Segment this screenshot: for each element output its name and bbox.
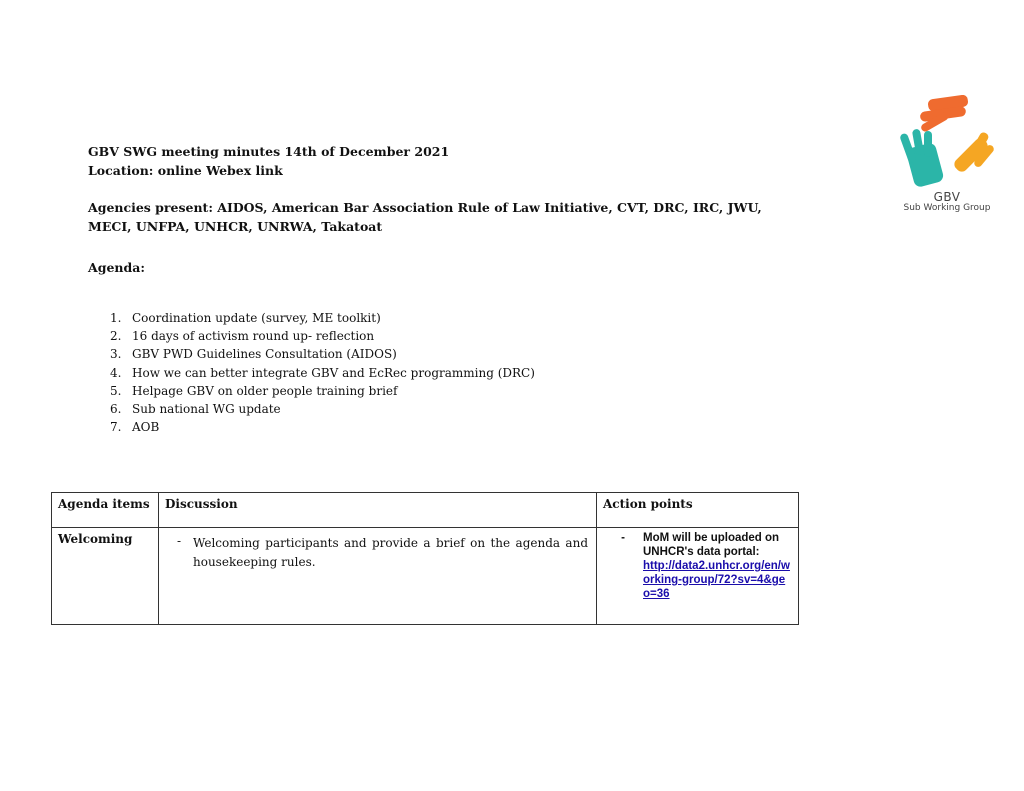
agencies-present: Agencies present: AIDOS, American Bar Association Rule of Law Initiative, CVT, DRC, IRC, JWU, MECI, UNFPA, UNHCR, UNRWA, Takatoat: [88, 200, 762, 234]
agenda-item: 1. Coordination update (survey, ME toolkit): [110, 311, 381, 325]
teal-hand-icon: [899, 129, 945, 189]
header-action-points: Action points: [597, 493, 799, 528]
action-cell: [597, 528, 799, 625]
minutes-table: [51, 492, 799, 625]
agenda-heading: Agenda:: [88, 260, 145, 275]
agenda-item: 4. How we can better integrate GBV and EcRec programming (DRC): [110, 365, 535, 380]
agenda-item: 6. Sub national WG update: [110, 402, 281, 417]
yellow-hand-icon: [952, 131, 996, 174]
logo-caption: [898, 190, 996, 213]
discussion-text: Welcoming participants and provide a brief on the agenda and housekeeping rules.: [193, 536, 588, 569]
orange-hand-icon: [920, 95, 969, 133]
action-text: MoM will be uploaded on UNHCR's data portal:: [643, 532, 780, 558]
meeting-title: GBV SWG meeting minutes 14th of December 2021: [88, 144, 450, 159]
bullet-dash: -: [176, 534, 182, 548]
bullet-dash: -: [621, 532, 625, 544]
agenda-item: 7. AOB: [110, 420, 160, 435]
agenda-item: 3. GBV PWD Guidelines Consultation (AIDOS): [110, 347, 397, 362]
table-row: [52, 528, 799, 625]
header-discussion: Discussion: [159, 493, 597, 528]
logo-subtitle: Sub Working Group: [903, 203, 991, 213]
meeting-location: Location: online Webex link: [88, 163, 283, 178]
table-header-row: [52, 493, 799, 528]
meeting-header: [88, 142, 788, 236]
header-agenda-items: Agenda items: [52, 493, 159, 528]
data-portal-link[interactable]: http://data2.unhcr.org/en/working-group/72?sv=4&geo=36: [643, 560, 790, 600]
agenda-item-cell: Welcoming: [52, 528, 159, 625]
discussion-cell: [159, 528, 597, 625]
agenda-item: 2. 16 days of activism round up- reflection: [110, 329, 375, 344]
agenda-list: [110, 309, 535, 436]
agenda-item: 5. Helpage GBV on older people training brief: [110, 383, 398, 398]
logo-title: GBV: [933, 190, 961, 204]
